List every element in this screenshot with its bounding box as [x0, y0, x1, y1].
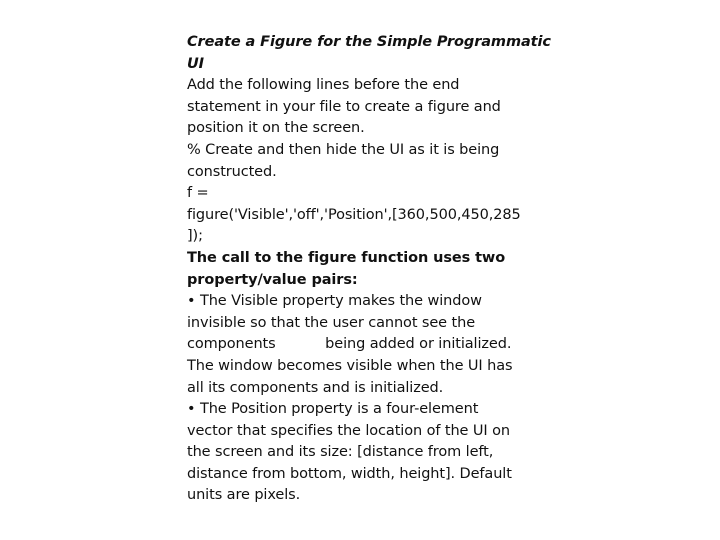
text-line: position it on the screen.: [187, 120, 365, 137]
text-line: statement in your file to create a figure and: [187, 98, 501, 115]
code-line: f =: [187, 185, 209, 202]
bullet-line: • The Position property is a four-element: [187, 401, 479, 418]
bullet-line: • The Visible property makes the window: [187, 293, 482, 310]
text-line: units are pixels.: [187, 487, 301, 504]
text-line: Add the following lines before the end: [187, 77, 460, 94]
text-line: distance from bottom, width, height]. Default: [187, 465, 512, 482]
text-line: all its components and is initialized.: [187, 379, 444, 396]
text-line: components being added or initialized.: [187, 336, 512, 353]
text-line: the screen and its size: [distance from left,: [187, 444, 494, 461]
code-comment-line: % Create and then hide the UI as it is being: [187, 141, 500, 158]
code-line: figure('Visible','off','Position',[360,500,450,285: [187, 206, 521, 223]
code-line: ]);: [187, 228, 203, 245]
text-line: invisible so that the user cannot see the: [187, 314, 476, 331]
code-comment-line: constructed.: [187, 163, 277, 180]
text-line: vector that specifies the location of the UI on: [187, 422, 510, 439]
text-line: The window becomes visible when the UI has: [187, 357, 513, 374]
heading-line-1: Create a Figure for the Simple Programmatic: [187, 34, 551, 50]
bold-line: property/value pairs:: [187, 271, 358, 288]
bold-line: The call to the figure function uses two: [187, 249, 506, 266]
heading-line-2: UI: [187, 55, 204, 72]
document-body: [187, 32, 551, 507]
